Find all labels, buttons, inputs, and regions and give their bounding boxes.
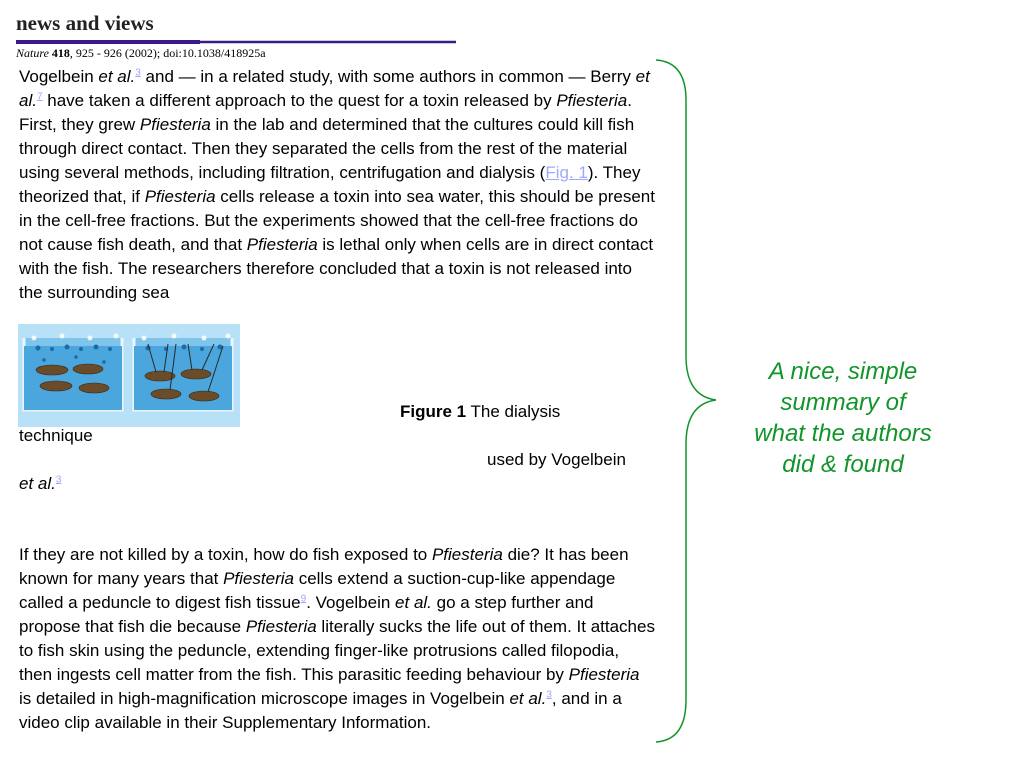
figure-label: Figure 1 [400,402,467,421]
header-rule [16,40,456,44]
reference-link[interactable]: 9 [300,593,307,605]
species-name: Pfiesteria [144,187,216,206]
text: die? It has been known for many years that [19,545,629,588]
dialysis-illustration [18,324,240,427]
annotation-line: summary of [780,389,906,416]
species-name: Pfiesteria [431,545,503,564]
journal-volume: 418 [51,46,70,60]
et-al: et al. [19,67,650,110]
text: is lethal only when cells are in direct contact with the fish. The researchers therefore concluded that a toxin is not released into the surrounding sea [19,235,654,302]
text: and — in a related study, with some authors in common — Berry [140,67,636,86]
citation-details: , 925 - 926 (2002); doi:10.1038/418925a [69,46,266,60]
reference-link[interactable]: 3 [546,689,552,701]
caption-text: used by Vogelbein [487,450,626,469]
journal-name: Nature [16,46,49,60]
et-al: et al. [509,689,547,708]
annotation-line: did & found [782,451,904,478]
caption-text: technique [19,426,93,445]
reference-link[interactable]: 3 [135,67,141,79]
text: cells extend a suction-cup-like appendage called a peduncle to digest fish tissue [19,569,616,612]
paragraph-2 [19,543,655,735]
species-name: Pfiesteria [556,91,628,110]
species-name: Pfiesteria [139,115,211,134]
text: ). They theorized that, if [19,163,641,206]
text: . Vogelbein [306,593,396,612]
reference-link[interactable]: 3 [55,474,62,486]
figure-link[interactable]: Fig. 1 [545,163,588,182]
figure-caption [400,400,560,424]
caption-text [19,472,61,496]
text: go a step further and propose that fish die because [19,593,594,636]
citation-line [16,46,456,61]
text: literally sucks the life out of them. It attaches to fish skin using the peduncle, extending finger-like protrusions called filopodia, then ingests cell matter from the fish. This parasitic feeding behaviour by [19,617,655,684]
species-name: Pfiesteria [223,569,294,588]
species-name: Pfiesteria [568,665,640,684]
section-title: news and views [16,11,154,35]
et-al: et al. [98,67,136,86]
annotation-line: A nice, simple [768,358,918,385]
annotation-line: what the authors [754,420,932,447]
article-header [16,10,456,61]
text: cells release a toxin into sea water, this should be present in the cell-free fractions. But the experiments showed that the cell-free fractions do not cause fish death, and that [19,187,655,254]
curly-brace [650,56,730,756]
caption-text: The dialysis [466,402,561,421]
text: Vogelbein [19,67,99,86]
text: have taken a different approach to the quest for a toxin released by [42,91,557,110]
text: . First, they grew [19,91,632,134]
text: If they are not killed by a toxin, how do fish exposed to [19,545,432,564]
species-name: Pfiesteria [246,235,318,254]
reference-link[interactable]: 7 [36,91,43,103]
text: , and in a video clip available in their Supplementary Information. [19,689,622,732]
paragraph-1 [19,65,655,305]
et-al: et al. [19,474,56,493]
figure-1-image[interactable] [18,324,240,427]
annotation-note [728,356,958,480]
text: in the lab and determined that the cultures could kill fish through direct contact. Then they separated the cells from the rest of the material using several methods, including filtration, centrifugation and dialysis ( [19,115,635,182]
species-name: Pfiesteria [245,617,317,636]
text: is detailed in high-magnification microscope images in Vogelbein [19,689,510,708]
et-al: et al. [395,593,432,612]
